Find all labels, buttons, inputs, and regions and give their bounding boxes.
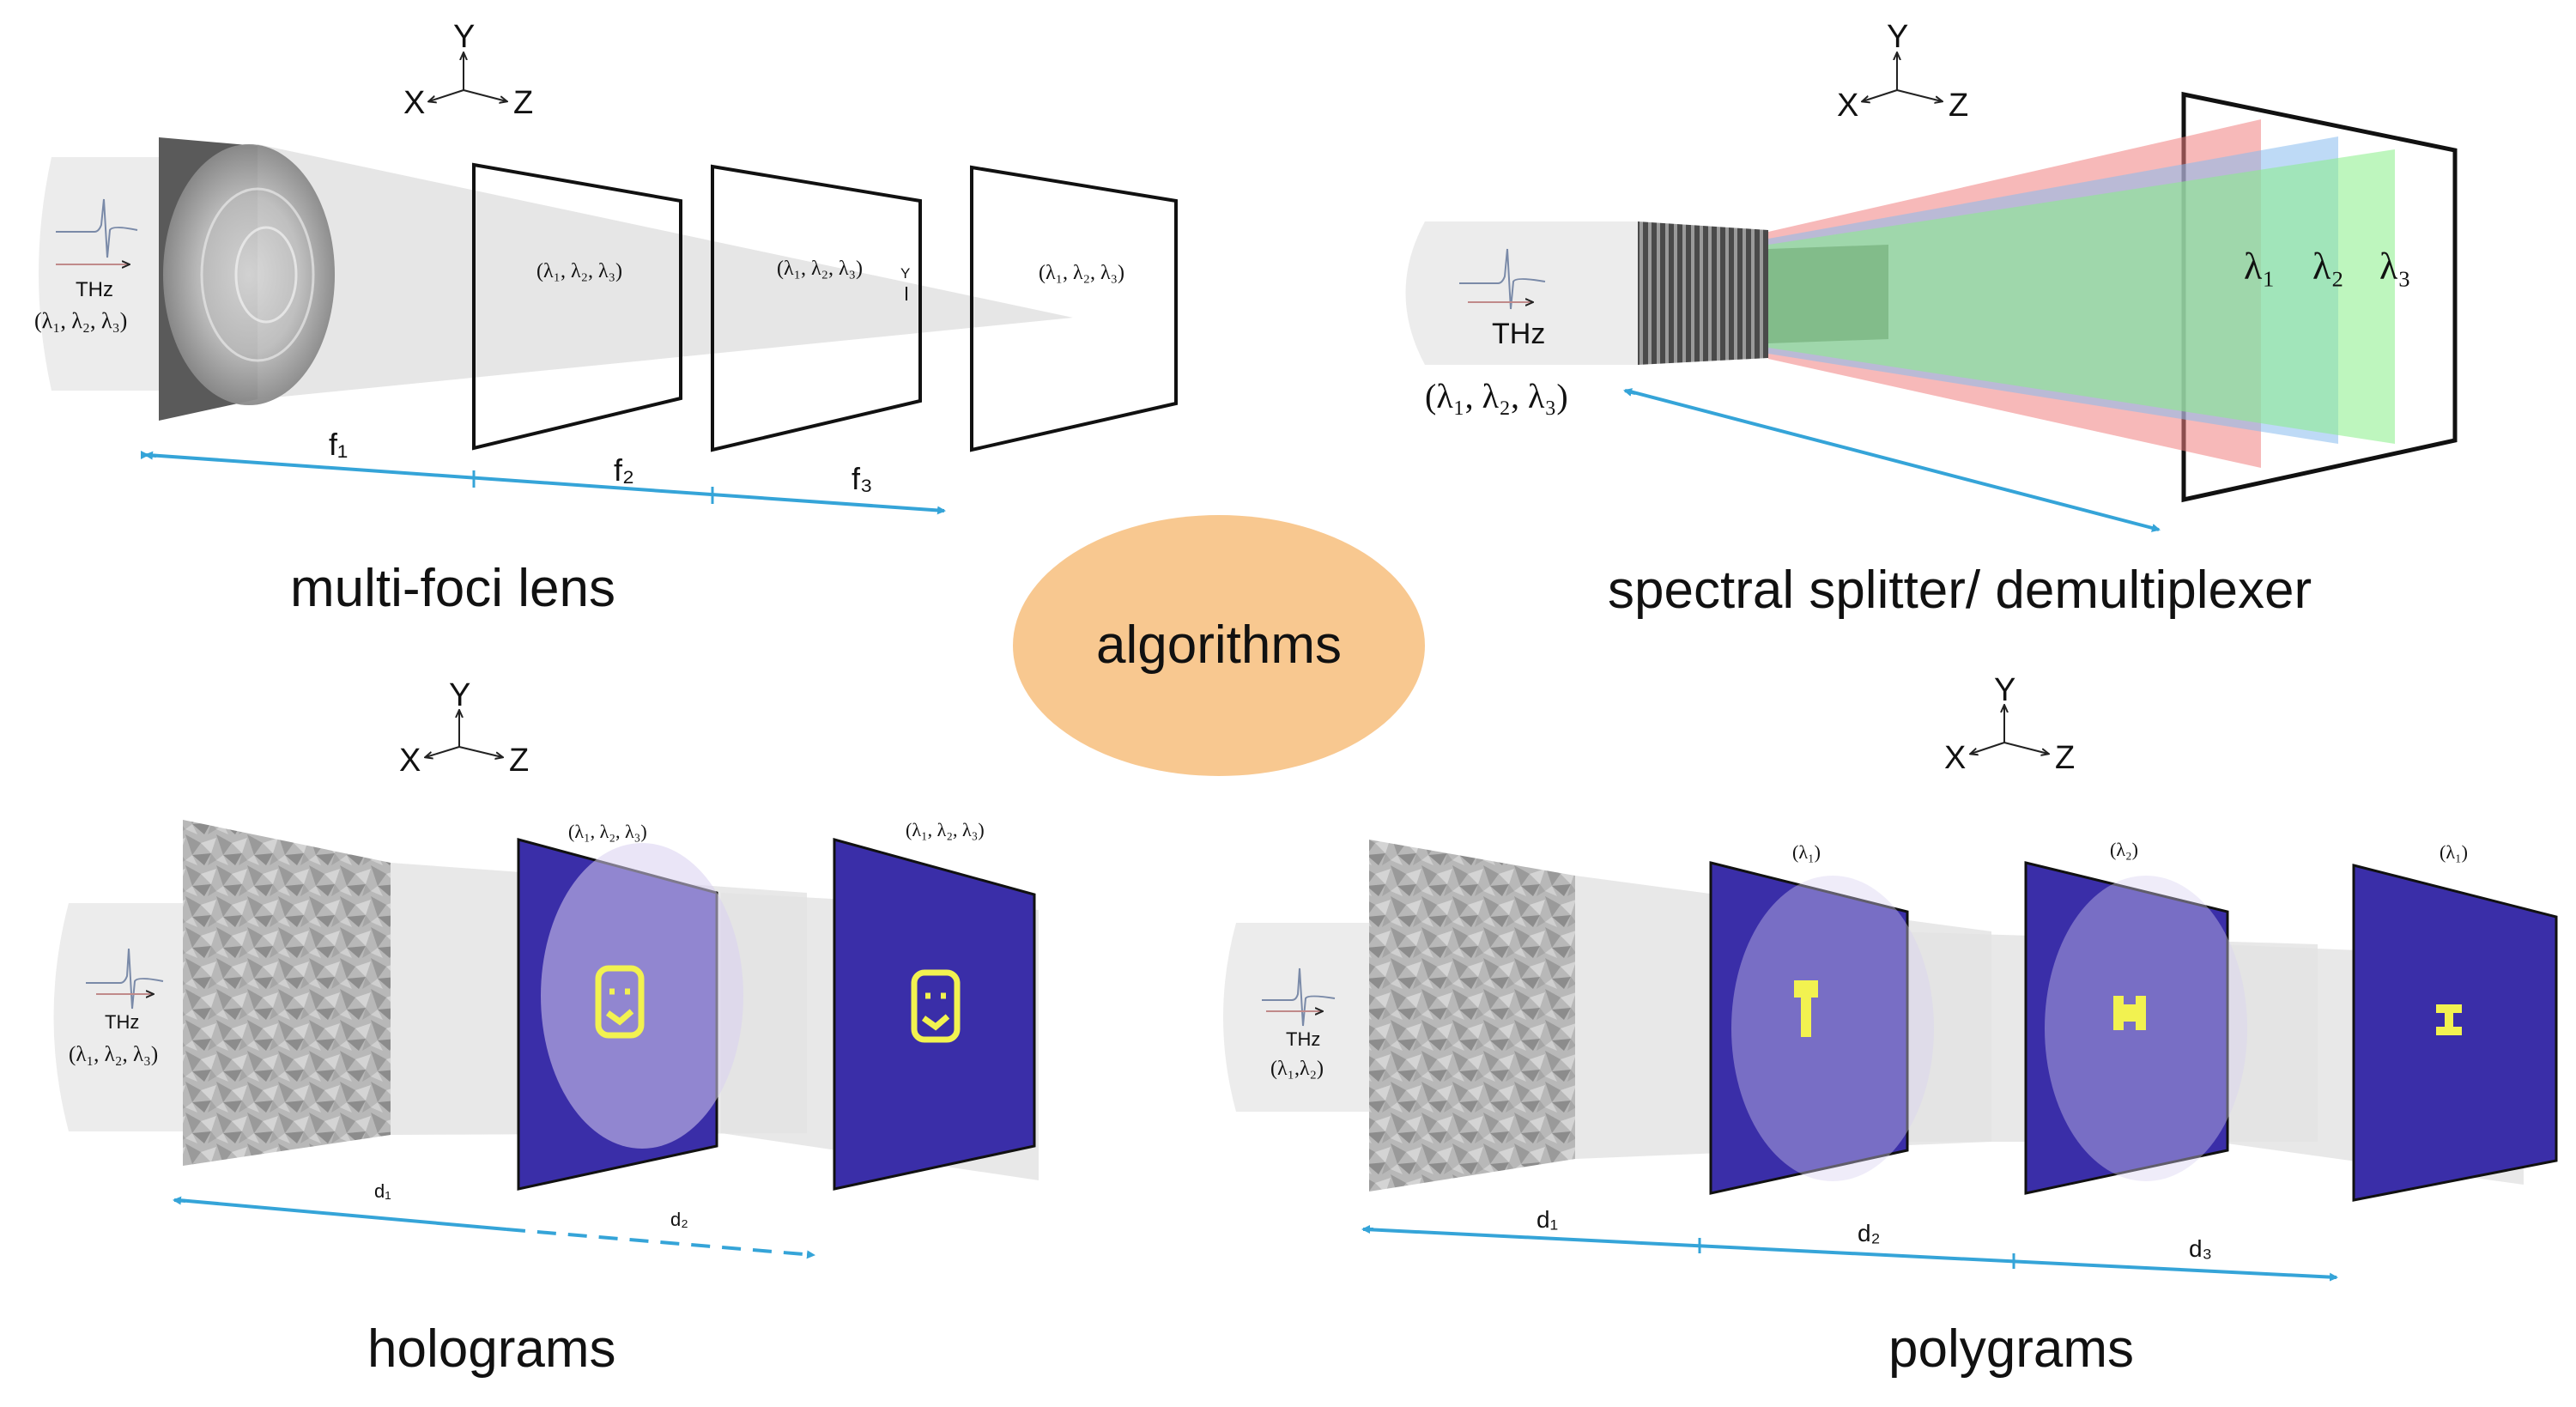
lens-element	[163, 144, 335, 405]
distance-d2: d₂	[1858, 1220, 1881, 1246]
axes-holograms	[399, 677, 529, 779]
plane-3-label: (λ₁)	[2440, 841, 2468, 863]
algorithms-label: algorithms	[1096, 616, 1342, 675]
band-label-3: λ₃	[2379, 246, 2411, 288]
axes-multifoci	[403, 19, 533, 121]
plane-1-label: (λ₁, λ₂, λ₃)	[536, 260, 622, 282]
source-thz-label: THz	[76, 278, 113, 301]
source-thz-label: THz	[105, 1011, 140, 1033]
source-thz-label: THz	[1492, 318, 1546, 350]
panel-title-splitter: spectral splitter/ demultiplexer	[1608, 561, 2312, 620]
panel-polygrams	[1223, 672, 2556, 1379]
source-lambda-label: (λ₁, λ₂, λ₃)	[69, 1043, 159, 1066]
axis-z-label: Z	[1949, 88, 1969, 124]
distance-d2: d₂	[670, 1209, 688, 1230]
axis-z-label: Z	[513, 85, 534, 121]
panel-title-polygrams: polygrams	[1888, 1319, 2134, 1379]
hologram-plate	[183, 820, 391, 1166]
distance-f1: f₁	[329, 427, 349, 462]
axes-splitter	[1837, 19, 1968, 124]
axis-y-label: Y	[1887, 19, 1909, 55]
polygram-plate	[1369, 840, 1575, 1192]
splitter-grating	[1638, 221, 1768, 365]
axis-z-label: Z	[509, 743, 530, 779]
focus-cone	[258, 144, 1073, 399]
distance-d1: d₁	[1537, 1206, 1559, 1233]
incoming-beam	[1223, 923, 1373, 1112]
plane-1-label: (λ₁, λ₂, λ₃)	[568, 821, 647, 842]
axis-y-label: Y	[453, 19, 476, 55]
axis-y-label: Y	[449, 677, 471, 713]
panel-splitter	[1406, 19, 2456, 620]
axis-z-label: Z	[2055, 740, 2076, 776]
source-lambda-label: (λ₁, λ₂, λ₃)	[1425, 377, 1568, 415]
plane-2-label: (λ₁, λ₂, λ₃)	[777, 258, 863, 280]
axis-x-label: X	[403, 85, 426, 121]
panel-holograms	[54, 677, 1039, 1379]
panel-title-holograms: holograms	[367, 1319, 616, 1379]
incoming-beam	[39, 157, 172, 391]
plane-3-label: (λ₁, λ₂, λ₃)	[1039, 262, 1124, 284]
band-label-1: λ₁	[2244, 246, 2276, 288]
source-lambda-label: (λ₁,λ₂)	[1270, 1058, 1324, 1080]
axis-x-label: X	[1944, 740, 1967, 776]
panel-title-multifoci: multi-foci lens	[290, 559, 615, 618]
source-lambda-label: (λ₁, λ₂, λ₃)	[34, 308, 128, 333]
axis-y-label: Y	[1994, 672, 2016, 708]
small-y-label: Y	[900, 265, 911, 282]
distance-f3: f₃	[852, 461, 873, 496]
band-label-2: λ₂	[2312, 246, 2344, 288]
distance-arrow-f	[148, 455, 944, 511]
plane-2-label: (λ₁, λ₂, λ₃)	[906, 819, 985, 840]
axis-x-label: X	[1837, 88, 1859, 124]
distance-d3: d₃	[2189, 1235, 2212, 1262]
distance-d1: d₁	[374, 1180, 391, 1202]
distance-arrow-d	[179, 1200, 506, 1229]
plane-1-label: (λ₁)	[1792, 841, 1821, 863]
axes-polygrams	[1944, 672, 2075, 776]
distance-f2: f₂	[614, 452, 634, 488]
panel-multifoci	[34, 19, 1176, 618]
image-plane-2	[834, 840, 1034, 1189]
plane-2-label: (λ₂)	[2110, 839, 2138, 860]
axis-x-label: X	[399, 743, 421, 779]
algorithms-hub	[1013, 515, 1425, 776]
beam-spot	[1731, 876, 1934, 1181]
source-thz-label: THz	[1286, 1028, 1321, 1050]
